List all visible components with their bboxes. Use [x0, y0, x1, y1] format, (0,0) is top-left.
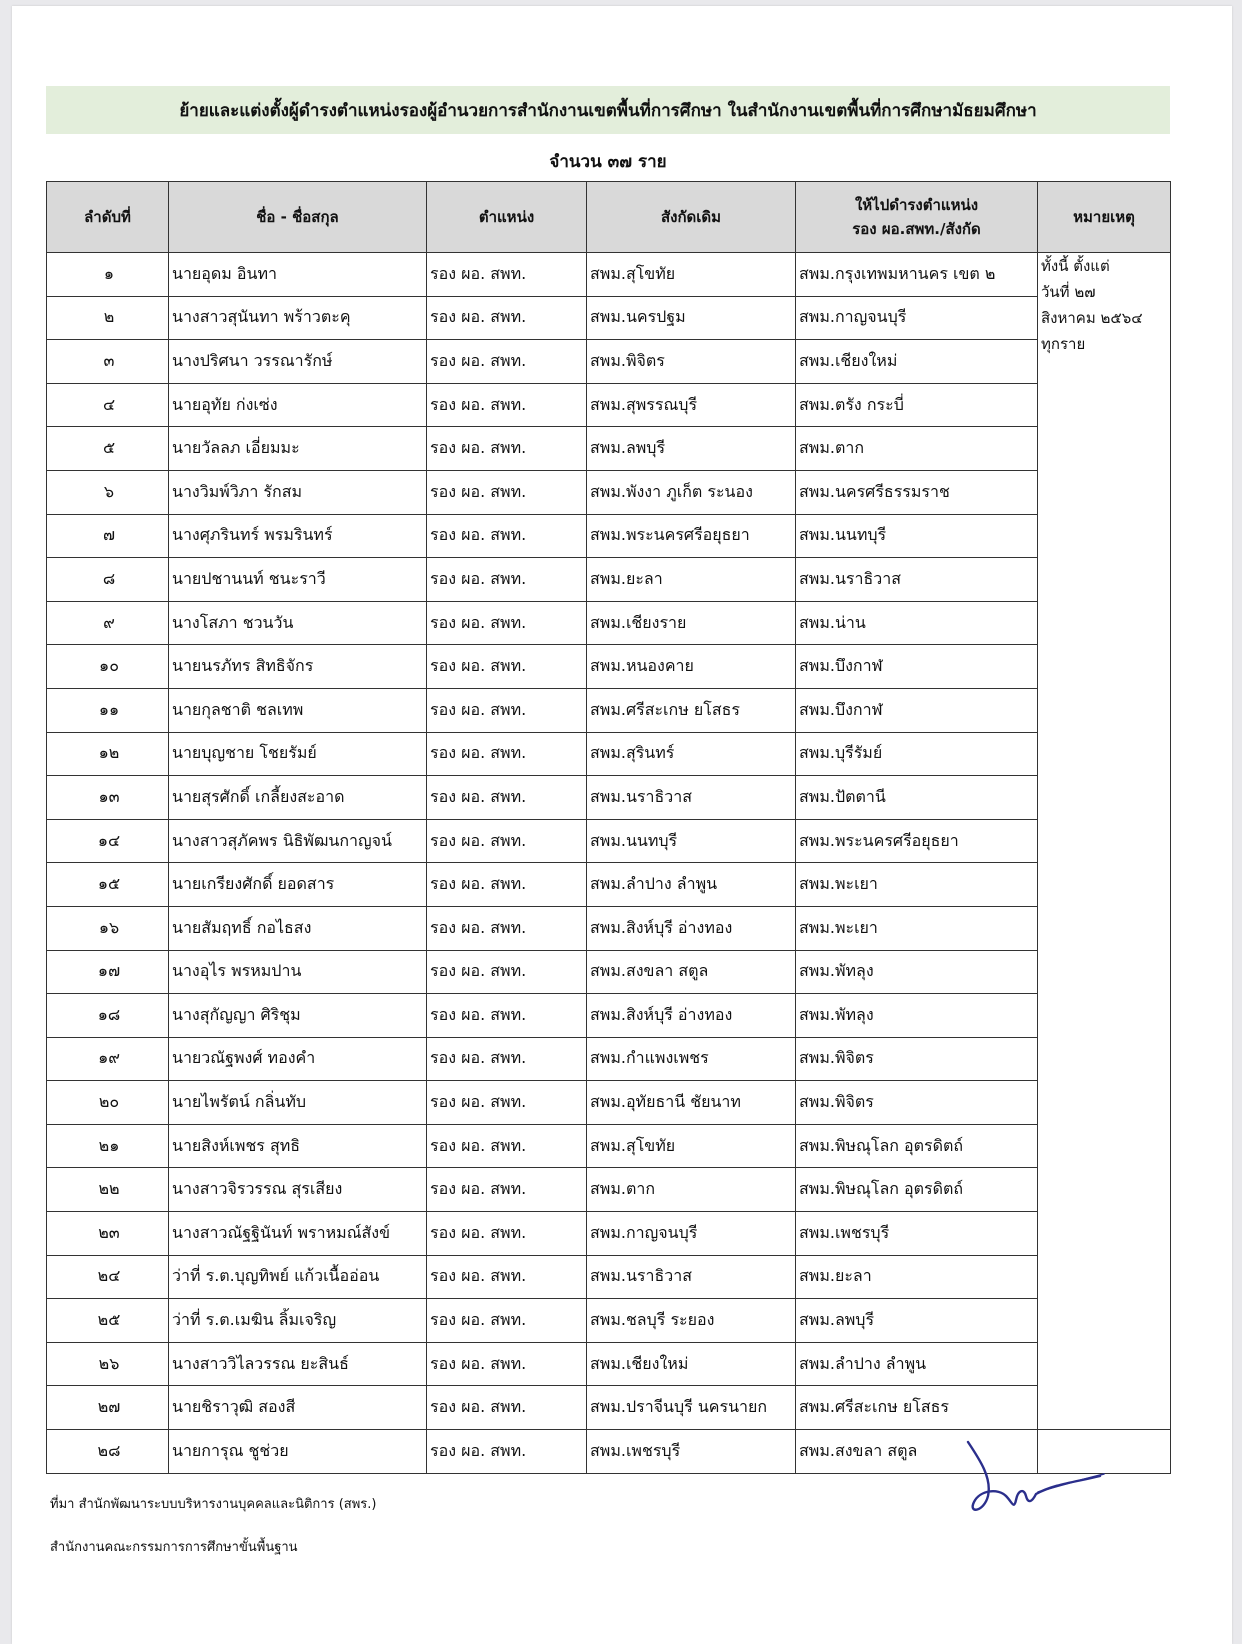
original-office-cell: สพม.สิงห์บุรี อ่างทอง — [587, 906, 796, 950]
original-office-cell: สพม.สุโขทัย — [587, 253, 796, 297]
table-row — [47, 427, 1171, 471]
name-cell: นางอุไร พรหมปาน — [169, 950, 427, 994]
new-office-cell: สพม.นราธิวาส — [796, 558, 1038, 602]
no-cell: ๑๓ — [47, 776, 169, 820]
position-cell: รอง ผอ. สพท. — [427, 1124, 587, 1168]
table-row — [47, 558, 1171, 602]
original-office-cell: สพม.อุทัยธานี ชัยนาท — [587, 1081, 796, 1125]
name-cell: นางวิมพ์วิภา รักสม — [169, 470, 427, 514]
no-cell: ๒๔ — [47, 1255, 169, 1299]
position-cell: รอง ผอ. สพท. — [427, 253, 587, 297]
transfer-table — [46, 181, 1171, 1474]
no-cell: ๑๘ — [47, 994, 169, 1038]
position-cell: รอง ผอ. สพท. — [427, 1081, 587, 1125]
original-office-cell: สพม.สุรินทร์ — [587, 732, 796, 776]
position-cell: รอง ผอ. สพท. — [427, 776, 587, 820]
no-cell: ๑๕ — [47, 863, 169, 907]
new-office-cell: สพม.ลพบุรี — [796, 1299, 1038, 1343]
no-cell: ๒๖ — [47, 1342, 169, 1386]
new-office-cell: สพม.พิษณุโลก อุตรดิตถ์ — [796, 1168, 1038, 1212]
header-new-office — [796, 182, 1038, 253]
position-cell: รอง ผอ. สพท. — [427, 383, 587, 427]
original-office-cell: สพม.นราธิวาส — [587, 776, 796, 820]
new-office-cell: สพม.นนทบุรี — [796, 514, 1038, 558]
table-row — [47, 1342, 1171, 1386]
position-cell: รอง ผอ. สพท. — [427, 819, 587, 863]
position-cell: รอง ผอ. สพท. — [427, 427, 587, 471]
position-cell: รอง ผอ. สพท. — [427, 645, 587, 689]
table-row — [47, 906, 1171, 950]
new-office-cell: สพม.ปัตตานี — [796, 776, 1038, 820]
original-office-cell: สพม.เพชรบุรี — [587, 1430, 796, 1474]
original-office-cell: สพม.สุพรรณบุรี — [587, 383, 796, 427]
table-row — [47, 470, 1171, 514]
position-cell: รอง ผอ. สพท. — [427, 1430, 587, 1474]
no-cell: ๒๗ — [47, 1386, 169, 1430]
table-row — [47, 1386, 1171, 1430]
position-cell: รอง ผอ. สพท. — [427, 950, 587, 994]
position-cell: รอง ผอ. สพท. — [427, 1212, 587, 1256]
no-cell: ๗ — [47, 514, 169, 558]
no-cell: ๒๒ — [47, 1168, 169, 1212]
new-office-cell: สพม.ศรีสะเกษ ยโสธร — [796, 1386, 1038, 1430]
remark-line: วันที่ ๒๗ — [1041, 283, 1096, 301]
document-subtitle: จำนวน ๓๗ ราย — [549, 152, 667, 172]
name-cell: นางศุภรินทร์ พรมรินทร์ — [169, 514, 427, 558]
remark-line: สิงหาคม ๒๕๖๔ — [1041, 309, 1143, 327]
header-new-office-line2: รอง ผอ.สพท./สังกัด — [852, 220, 981, 238]
table-row — [47, 383, 1171, 427]
name-cell: นายการุณ ชูช่วย — [169, 1430, 427, 1474]
no-cell: ๔ — [47, 383, 169, 427]
no-cell: ๒ — [47, 296, 169, 340]
name-cell: นายสุรศักดิ์ เกลี้ยงสะอาด — [169, 776, 427, 820]
name-cell: ว่าที่ ร.ต.เมฆิน ลิ้มเจริญ — [169, 1299, 427, 1343]
no-cell: ๕ — [47, 427, 169, 471]
table-row — [47, 514, 1171, 558]
position-cell: รอง ผอ. สพท. — [427, 994, 587, 1038]
name-cell: นางสุกัญญา ศิริชุม — [169, 994, 427, 1038]
new-office-cell: สพม.น่าน — [796, 601, 1038, 645]
position-cell: รอง ผอ. สพท. — [427, 1168, 587, 1212]
original-office-cell: สพม.นนทบุรี — [587, 819, 796, 863]
name-cell: นายวณัฐพงศ์ ทองคำ — [169, 1037, 427, 1081]
table-row — [47, 645, 1171, 689]
new-office-cell: สพม.พัทลุง — [796, 994, 1038, 1038]
document-title: ย้ายและแต่งตั้งผู้ดำรงตำแหน่งรองผู้อำนวยการสำนักงานเขตพื้นที่การศึกษา ในสำนักงานเขตพื้นที่การศึกษามัธยมศึกษา — [46, 86, 1170, 134]
table-row — [47, 950, 1171, 994]
position-cell: รอง ผอ. สพท. — [427, 688, 587, 732]
original-office-cell: สพม.กาญจนบุรี — [587, 1212, 796, 1256]
no-cell: ๒๑ — [47, 1124, 169, 1168]
name-cell: นายกุลชาติ ชลเทพ — [169, 688, 427, 732]
header-remark: หมายเหตุ — [1038, 182, 1171, 253]
original-office-cell: สพม.หนองคาย — [587, 645, 796, 689]
remark-cell — [1038, 253, 1171, 1430]
original-office-cell: สพม.ปราจีนบุรี นครนายก — [587, 1386, 796, 1430]
table-row — [47, 1037, 1171, 1081]
original-office-cell: สพม.นครปฐม — [587, 296, 796, 340]
table-row — [47, 819, 1171, 863]
no-cell: ๑๙ — [47, 1037, 169, 1081]
name-cell: นายวัลลภ เอี่ยมมะ — [169, 427, 427, 471]
remark-line: ทั้งนี้ ตั้งแต่ — [1041, 257, 1110, 275]
name-cell: นางปริศนา วรรณารักษ์ — [169, 340, 427, 384]
name-cell: นางสาวจิรวรรณ สุรเสียง — [169, 1168, 427, 1212]
new-office-cell: สพม.ยะลา — [796, 1255, 1038, 1299]
original-office-cell: สพม.สงขลา สตูล — [587, 950, 796, 994]
position-cell: รอง ผอ. สพท. — [427, 296, 587, 340]
name-cell: นายบุญชาย โชยรัมย์ — [169, 732, 427, 776]
position-cell: รอง ผอ. สพท. — [427, 1299, 587, 1343]
name-cell: นางสาวสุภัคพร นิธิพัฒนกาญจน์ — [169, 819, 427, 863]
new-office-cell: สพม.พระนครศรีอยุธยา — [796, 819, 1038, 863]
original-office-cell: สพม.ชลบุรี ระยอง — [587, 1299, 796, 1343]
new-office-cell: สพม.เพชรบุรี — [796, 1212, 1038, 1256]
original-office-cell: สพม.ศรีสะเกษ ยโสธร — [587, 688, 796, 732]
name-cell: นายสัมฤทธิ์ กอไธสง — [169, 906, 427, 950]
original-office-cell: สพม.สุโขทัย — [587, 1124, 796, 1168]
table-row — [47, 732, 1171, 776]
no-cell: ๒๘ — [47, 1430, 169, 1474]
new-office-cell: สพม.กรุงเทพมหานคร เขต ๒ — [796, 253, 1038, 297]
original-office-cell: สพม.ลำปาง ลำพูน — [587, 863, 796, 907]
new-office-cell: สพม.บุรีรัมย์ — [796, 732, 1038, 776]
footer-source: ที่มา สำนักพัฒนาระบบบริหารงานบุคคลและนิติการ (สพร.) — [50, 1497, 377, 1512]
no-cell: ๒๕ — [47, 1299, 169, 1343]
name-cell: นางโสภา ชวนวัน — [169, 601, 427, 645]
no-cell: ๑๖ — [47, 906, 169, 950]
name-cell: นายอุดม อินทา — [169, 253, 427, 297]
name-cell: นายปชานนท์ ชนะราวี — [169, 558, 427, 602]
header-name: ชื่อ - ชื่อสกุล — [169, 182, 427, 253]
table-row — [47, 601, 1171, 645]
header-position: ตำแหน่ง — [427, 182, 587, 253]
table-row — [47, 688, 1171, 732]
position-cell: รอง ผอ. สพท. — [427, 732, 587, 776]
name-cell: นางสาวสุนันทา พร้าวตะคุ — [169, 296, 427, 340]
original-office-cell: สพม.พระนครศรีอยุธยา — [587, 514, 796, 558]
new-office-cell: สพม.พัทลุง — [796, 950, 1038, 994]
original-office-cell: สพม.ตาก — [587, 1168, 796, 1212]
original-office-cell: สพม.เชียงใหม่ — [587, 1342, 796, 1386]
original-office-cell: สพม.ลพบุรี — [587, 427, 796, 471]
no-cell: ๑๗ — [47, 950, 169, 994]
header-original-office: สังกัดเดิม — [587, 182, 796, 253]
name-cell: นายสิงห์เพชร สุทธิ — [169, 1124, 427, 1168]
position-cell: รอง ผอ. สพท. — [427, 514, 587, 558]
table-row — [47, 1299, 1171, 1343]
name-cell: นายอุทัย ก่งเซ่ง — [169, 383, 427, 427]
header-no: ลำดับที่ — [47, 182, 169, 253]
name-cell: นายนรภัทร สิทธิจักร — [169, 645, 427, 689]
table-header-row — [47, 182, 1171, 253]
table-row — [47, 776, 1171, 820]
table-row — [47, 1124, 1171, 1168]
original-office-cell: สพม.พิจิตร — [587, 340, 796, 384]
new-office-cell: สพม.สงขลา สตูล — [796, 1430, 1038, 1474]
new-office-cell: สพม.ลำปาง ลำพูน — [796, 1342, 1038, 1386]
no-cell: ๙ — [47, 601, 169, 645]
new-office-cell: สพม.บึงกาฬ — [796, 645, 1038, 689]
original-office-cell: สพม.พังงา ภูเก็ต ระนอง — [587, 470, 796, 514]
name-cell: นางสาววิไลวรรณ ยะสินธ์ — [169, 1342, 427, 1386]
name-cell: นางสาวณัฐฐินันท์ พราหมณ์สังข์ — [169, 1212, 427, 1256]
table-row — [47, 1255, 1171, 1299]
position-cell: รอง ผอ. สพท. — [427, 1255, 587, 1299]
position-cell: รอง ผอ. สพท. — [427, 558, 587, 602]
table-row — [47, 296, 1171, 340]
new-office-cell: สพม.นครศรีธรรมราช — [796, 470, 1038, 514]
original-office-cell: สพม.สิงห์บุรี อ่างทอง — [587, 994, 796, 1038]
no-cell: ๖ — [47, 470, 169, 514]
position-cell: รอง ผอ. สพท. — [427, 863, 587, 907]
table-row — [47, 1168, 1171, 1212]
new-office-cell: สพม.บึงกาฬ — [796, 688, 1038, 732]
new-office-cell: สพม.พิษณุโลก อุตรดิตถ์ — [796, 1124, 1038, 1168]
table-row — [47, 863, 1171, 907]
new-office-cell: สพม.ตาก — [796, 427, 1038, 471]
table-row — [47, 1081, 1171, 1125]
position-cell: รอง ผอ. สพท. — [427, 1386, 587, 1430]
position-cell: รอง ผอ. สพท. — [427, 601, 587, 645]
original-office-cell: สพม.เชียงราย — [587, 601, 796, 645]
table-row — [47, 994, 1171, 1038]
position-cell: รอง ผอ. สพท. — [427, 1037, 587, 1081]
new-office-cell: สพม.พิจิตร — [796, 1037, 1038, 1081]
no-cell: ๘ — [47, 558, 169, 602]
name-cell: นายชิราวุฒิ สองสี — [169, 1386, 427, 1430]
table-row — [47, 1212, 1171, 1256]
no-cell: ๑ — [47, 253, 169, 297]
original-office-cell: สพม.กำแพงเพชร — [587, 1037, 796, 1081]
new-office-cell: สพม.พิจิตร — [796, 1081, 1038, 1125]
no-cell: ๑๐ — [47, 645, 169, 689]
name-cell: นายไพรัตน์ กลิ่นทับ — [169, 1081, 427, 1125]
position-cell: รอง ผอ. สพท. — [427, 470, 587, 514]
no-cell: ๒๐ — [47, 1081, 169, 1125]
position-cell: รอง ผอ. สพท. — [427, 1342, 587, 1386]
position-cell: รอง ผอ. สพท. — [427, 340, 587, 384]
new-office-cell: สพม.พะเยา — [796, 906, 1038, 950]
name-cell: นายเกรียงศักดิ์ ยอดสาร — [169, 863, 427, 907]
no-cell: ๓ — [47, 340, 169, 384]
no-cell: ๑๔ — [47, 819, 169, 863]
signature-mark — [958, 1430, 1108, 1520]
table-row — [47, 253, 1171, 297]
header-new-office-line1: ให้ไปดำรงตำแหน่ง — [854, 196, 979, 214]
name-cell: ว่าที่ ร.ต.บุญทิพย์ แก้วเนื้ออ่อน — [169, 1255, 427, 1299]
new-office-cell: สพม.เชียงใหม่ — [796, 340, 1038, 384]
remark-line: ทุกราย — [1041, 335, 1086, 353]
footer-agency: สำนักงานคณะกรรมการการศึกษาขั้นพื้นฐาน — [50, 1540, 298, 1555]
new-office-cell: สพม.กาญจนบุรี — [796, 296, 1038, 340]
original-office-cell: สพม.ยะลา — [587, 558, 796, 602]
no-cell: ๑๑ — [47, 688, 169, 732]
no-cell: ๒๓ — [47, 1212, 169, 1256]
original-office-cell: สพม.นราธิวาส — [587, 1255, 796, 1299]
new-office-cell: สพม.ตรัง กระบี่ — [796, 383, 1038, 427]
no-cell: ๑๒ — [47, 732, 169, 776]
position-cell: รอง ผอ. สพท. — [427, 906, 587, 950]
table-row — [47, 340, 1171, 384]
new-office-cell: สพม.พะเยา — [796, 863, 1038, 907]
